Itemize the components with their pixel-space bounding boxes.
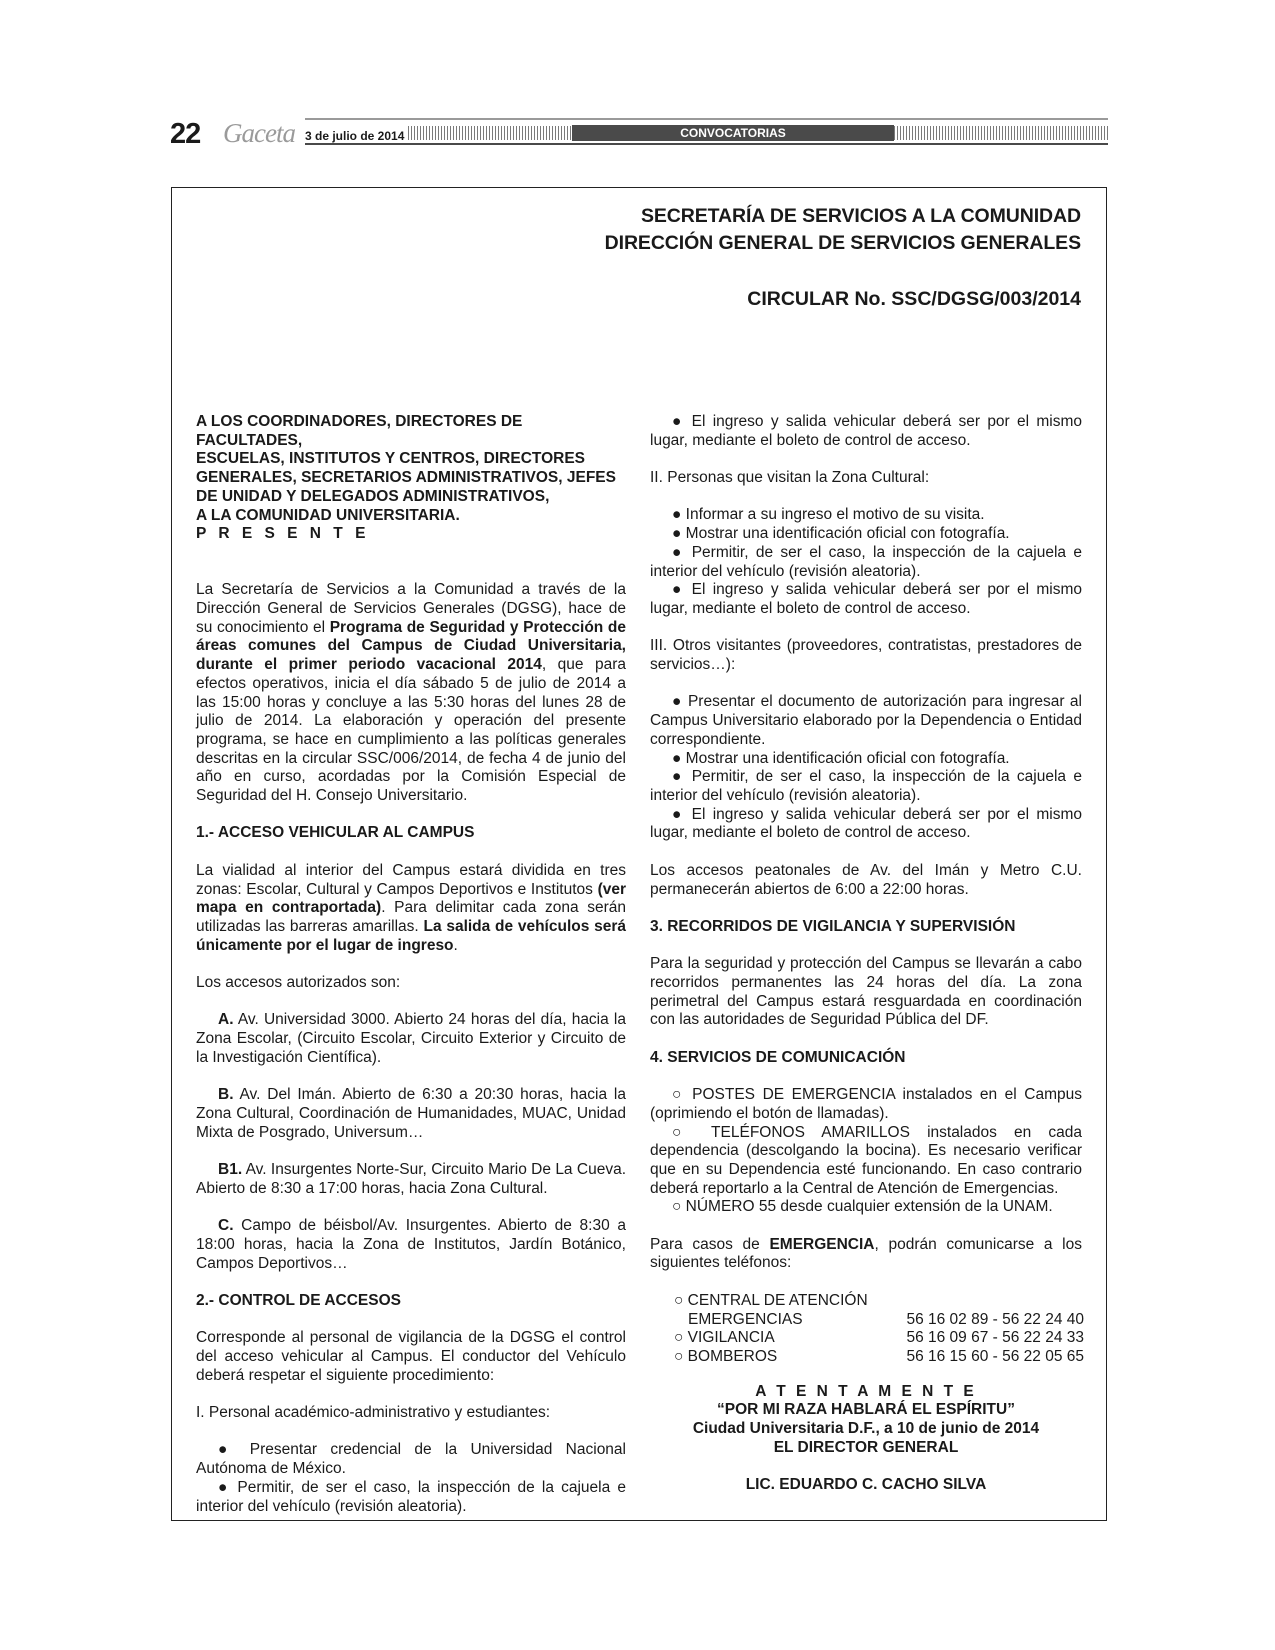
- bullet-item: ● Mostrar una identificación oficial con fotografía.: [672, 525, 1010, 543]
- section-2-heading: 2.- CONTROL DE ACCESOS: [196, 1291, 401, 1309]
- control-paragraph: Corresponde al personal de vigilancia de la DGSG el control del acceso vehicular al Campus. El conductor del Vehículo deberá respetar el siguiente procedimiento:: [196, 1329, 626, 1384]
- group-1-title: I. Personal académico-administrativo y estudiantes:: [196, 1404, 551, 1422]
- emergency-paragraph: [650, 1236, 1082, 1273]
- service-item: ○ TELÉFONOS AMARILLOS instalados en cada dependencia (descolgando la bocina). Es necesario verificar que en su Dependencia esté funcionando. En caso contrario deberá reportarlo a la Central de Atención de Emergencias.: [650, 1123, 1082, 1197]
- bullet-item: ● Informar a su ingreso el motivo de su visita.: [672, 506, 985, 524]
- address-line: ESCUELAS, INSTITUTOS Y CENTROS, DIRECTORES: [196, 450, 585, 468]
- access-item: [196, 1161, 626, 1198]
- phone-row: [674, 1348, 1084, 1367]
- access-key: B.: [218, 1086, 234, 1104]
- access-key: A.: [218, 1011, 234, 1029]
- section-label: CONVOCATORIAS: [572, 125, 894, 141]
- phone-label: ○ BOMBEROS: [674, 1347, 778, 1365]
- access-key: B1.: [218, 1161, 243, 1179]
- address-block: [196, 413, 626, 544]
- bullet-item: ● El ingreso y salida vehicular deberá ser por el mismo lugar, mediante el boleto de control de acceso.: [650, 581, 1082, 617]
- phone-label: EMERGENCIAS: [688, 1310, 803, 1328]
- place-date: Ciudad Universitaria D.F., a 10 de junio de 2014: [692, 1420, 1040, 1438]
- address-line: GENERALES, SECRETARIOS ADMINISTRATIVOS, JEFES: [196, 469, 616, 487]
- bullet-item: ● Permitir, de ser el caso, la inspección de la cajuela e interior del vehículo (revisión aleatoria).: [196, 1478, 626, 1515]
- access-item: [196, 1011, 626, 1067]
- access-text: Av. Del Imán. Abierto de 6:30 a 20:30 horas, hacia la Zona Cultural, Coordinación de Humanidades, MUAC, Unidad Mixta de Posgrado, Universum…: [196, 1086, 626, 1141]
- signer-title: EL DIRECTOR GENERAL: [773, 1438, 959, 1456]
- section-3-heading: 3. RECORRIDOS DE VIGILANCIA Y SUPERVISIÓN: [650, 917, 1016, 935]
- barriers-text: . Para delimitar cada zona serán utilizadas las barreras amarillas.: [196, 899, 626, 935]
- phone-row: [674, 1311, 1084, 1330]
- page-header: [168, 112, 1108, 152]
- emergency-word: EMERGENCIA: [769, 1235, 875, 1253]
- access-text: Campo de béisbol/Av. Insurgentes. Abierto de 8:30 a 18:00 horas, hacia la Zona de Institutos, Jardín Botánico, Campos Deportivos…: [196, 1217, 626, 1272]
- service-item: ○ NÚMERO 55 desde cualquier extensión de la UNAM.: [672, 1198, 1053, 1216]
- secretaria-title: SECRETARÍA DE SERVICIOS A LA COMUNIDAD: [640, 205, 1081, 227]
- bullet-item: ● Mostrar una identificación oficial con fotografía.: [672, 749, 1010, 767]
- address-line: A LA COMUNIDAD UNIVERSITARIA.: [196, 506, 460, 524]
- phone-number: 56 16 15 60 - 56 22 05 65: [906, 1347, 1084, 1365]
- bullet-item: ● Presentar el documento de autorización para ingresar al Campus Universitario elaborado por la Dependencia o Entidad correspondiente.: [650, 693, 1082, 748]
- bullet-item: ● El ingreso y salida vehicular deberá ser por el mismo lugar, mediante el boleto de control de acceso.: [650, 805, 1082, 842]
- bullet-item: ● Permitir, de ser el caso, la inspección de la cajuela e interior del vehículo (revisión aleatoria).: [650, 768, 1082, 804]
- phone-number: 56 16 02 89 - 56 22 24 40: [906, 1310, 1084, 1328]
- intro-paragraph: [196, 581, 626, 805]
- header-rule-bottom: [305, 143, 1108, 145]
- period: .: [453, 936, 458, 954]
- access-text: Av. Insurgentes Norte-Sur, Circuito Mario De La Cueva. Abierto de 8:30 a 17:00 horas, hacia Zona Cultural.: [196, 1161, 626, 1197]
- access-text: Av. Universidad 3000. Abierto 24 horas del día, hacia la Zona Escolar, (Circuito Escolar, Circuito Exterior y Circuito de la Investigación Científica).: [196, 1011, 626, 1066]
- bullet-item: ● El ingreso y salida vehicular deberá ser por el mismo lugar, mediante el boleto de control de acceso.: [650, 413, 1082, 449]
- bullet-item: ● Presentar credencial de la Universidad Nacional Autónoma de México.: [196, 1441, 626, 1478]
- atentamente-label: A T E N T A M E N T E: [755, 1382, 977, 1400]
- section-1-heading: 1.- ACCESO VEHICULAR AL CAMPUS: [196, 824, 475, 842]
- address-line: DE UNIDAD Y DELEGADOS ADMINISTRATIVOS,: [196, 487, 550, 505]
- circular-number: CIRCULAR No. SSC/DGSG/003/2014: [747, 288, 1081, 310]
- header-rule-top: [305, 118, 1108, 120]
- group-3-title: III. Otros visitantes (proveedores, contratistas, prestadores de servicios…):: [650, 637, 1082, 674]
- signature-block: [650, 1383, 1082, 1495]
- phone-label: ○ CENTRAL DE ATENCIÓN: [674, 1291, 868, 1309]
- right-column: [650, 413, 1082, 1495]
- accesses-intro: Los accesos autorizados son:: [196, 974, 401, 992]
- access-item: [196, 1086, 626, 1142]
- exit-rule: La salida de vehículos será únicamente por el lugar de ingreso: [196, 917, 626, 954]
- left-column: [196, 413, 626, 1516]
- section-4-heading: 4. SERVICIOS DE COMUNICACIÓN: [650, 1048, 906, 1066]
- program-name: Programa de Seguridad y Protección de áreas comunes del Campus de Ciudad Universitaria, durante el primer periodo vacacional 2014: [196, 618, 626, 674]
- zones-paragraph: [196, 862, 626, 956]
- title-block: [605, 203, 1081, 313]
- phone-table: [674, 1292, 1084, 1367]
- emergency-text-cont: , podrán comunicarse a los siguientes teléfonos:: [650, 1235, 1082, 1272]
- map-reference: (ver mapa en contraportada): [196, 880, 626, 917]
- motto: “POR MI RAZA HABLARÁ EL ESPÍRITU”: [717, 1401, 1015, 1419]
- presente-label: P R E S E N T E: [196, 525, 370, 543]
- phone-label: ○ VIGILANCIA: [674, 1329, 775, 1347]
- direccion-title: DIRECCIÓN GENERAL DE SERVICIOS GENERALES: [604, 232, 1081, 254]
- signer-name: LIC. EDUARDO C. CACHO SILVA: [745, 1476, 987, 1494]
- intro-text: La Secretaría de Servicios a la Comunidad a través de la Dirección General de Servicios Generales (DGSG), hace de su conocimiento el: [196, 581, 626, 636]
- emergency-text: Para casos de: [650, 1235, 770, 1253]
- page-number: 22: [170, 118, 201, 150]
- circular-frame: [171, 187, 1107, 1521]
- access-item: [196, 1217, 626, 1273]
- patrol-paragraph: Para la seguridad y protección del Campus se llevarán a cabo recorridos permanentes las 24 horas del día. La zona perimetral del Campus estará resguardada en coordinación con las autoridades de Seguridad Pública del DF.: [650, 955, 1082, 1029]
- access-key: C.: [218, 1217, 234, 1235]
- service-item: ○ POSTES DE EMERGENCIA instalados en el Campus (oprimiendo el botón de llamadas).: [650, 1086, 1082, 1122]
- address-line: A LOS COORDINADORES, DIRECTORES DE FACULTADES,: [196, 413, 523, 449]
- group-2-title: II. Personas que visitan la Zona Cultural:: [650, 469, 930, 487]
- phone-row: [674, 1329, 1084, 1348]
- intro-text-cont: , que para efectos operativos, inicia el día sábado 5 de julio de 2014 a las 15:00 horas y concluye a las 5:30 horas del lunes 28 de julio de 2014. La elaboración y operación del presente programa, se hace en cumplimiento a las políticas generales descritas en la circular SSC/006/2014, de fecha 4 de junio del año en curso, acordadas por la Comisión Especial de Seguridad del H. Consejo Universitario.: [196, 656, 626, 805]
- bullet-item: ● Permitir, de ser el caso, la inspección de la cajuela e interior del vehículo (revisión aleatoria).: [650, 543, 1082, 580]
- pedestrian-access-paragraph: Los accesos peatonales de Av. del Imán y Metro C.U. permanecerán abiertos de 6:00 a 22:00 horas.: [650, 861, 1082, 898]
- issue-date: 3 de julio de 2014: [305, 129, 405, 143]
- zones-text: La vialidad al interior del Campus estará dividida en tres zonas: Escolar, Cultural y Campos Deportivos e Institutos: [196, 861, 626, 898]
- gaceta-logo: Gaceta: [223, 118, 295, 148]
- phone-number: 56 16 09 67 - 56 22 24 33: [906, 1329, 1084, 1347]
